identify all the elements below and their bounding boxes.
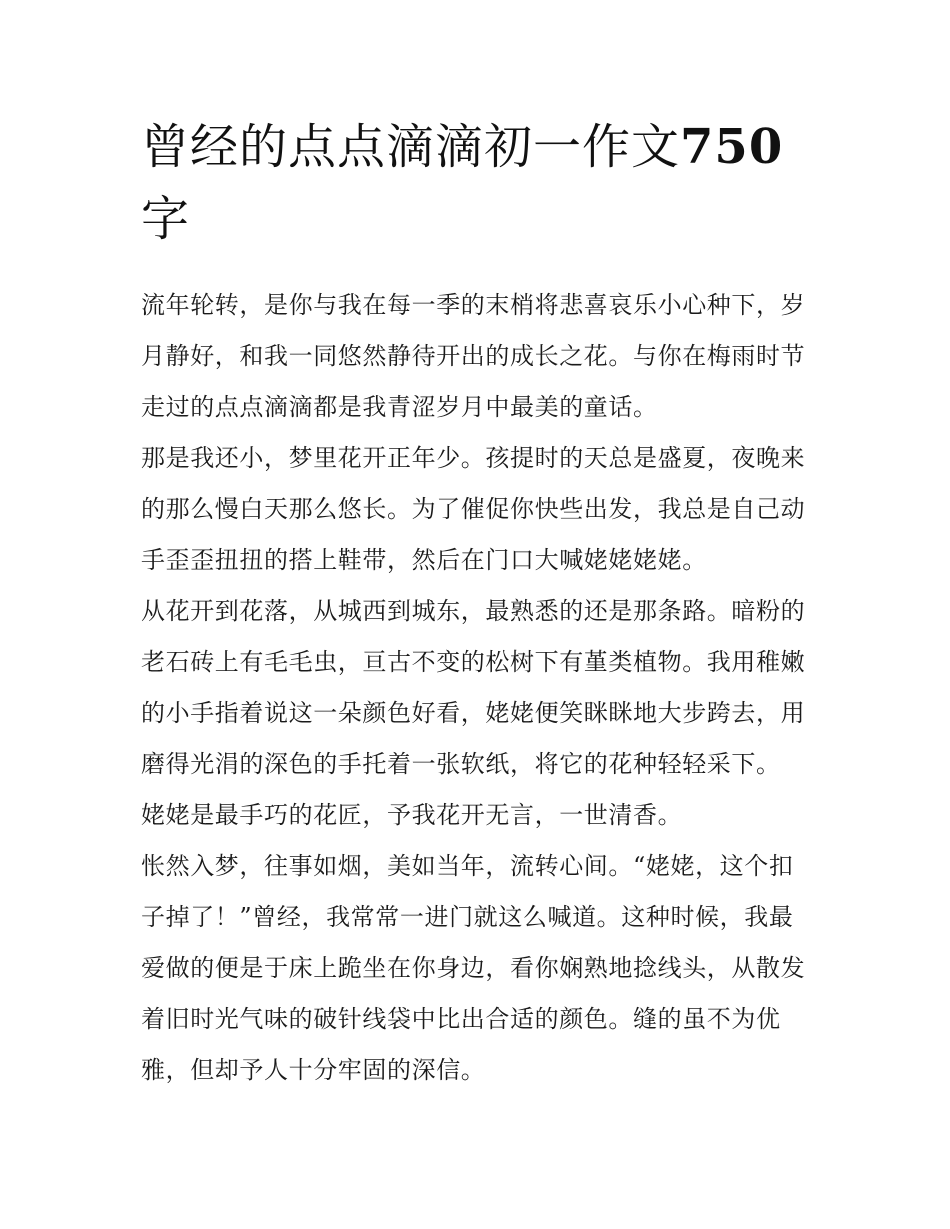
document-body (141, 280, 816, 1096)
paragraph-1: 流年轮转，是你与我在每一季的末梢将悲喜哀乐小心种下，岁月静好，和我一同悠然静待开出的成长之花。与你在梅雨时节走过的点点滴滴都是我青涩岁月中最美的童话。 (141, 291, 806, 421)
title-suffix: 字 (141, 191, 191, 247)
document-title (141, 111, 821, 255)
paragraph-2: 那是我还小，梦里花开正年少。孩提时的天总是盛夏，夜晚来的那么慢白天那么悠长。为了催促你快些出发，我总是自己动手歪歪扭扭的搭上鞋带，然后在门口大喊姥姥姥姥。 (141, 444, 806, 574)
title-text: 曾经的点点滴滴初一作文 (141, 119, 681, 175)
paragraph-3: 从花开到花落，从城西到城东，最熟悉的还是那条路。暗粉的老石砖上有毛毛虫，亘古不变的松树下有堇类植物。我用稚嫩的小手指着说这一朵颜色好看，姥姥便笑眯眯地大步跨去，用磨得光涓的深色的手托着一张软纸，将它的花种轻轻采下。 (141, 597, 806, 778)
paragraph-5: 怅然入梦，往事如烟，美如当年，流转心间。“姥姥，这个扣子掉了！”曾经，我常常一进门就这么喊道。这种时候，我最爱做的便是于床上跪坐在你身边，看你娴熟地捻线头，从散发着旧时光气味的破针线袋中比出合适的颜色。缝的虽不为优雅，但却予人十分牢固的深信。 (141, 852, 806, 1084)
paragraph-4: 姥姥是最手巧的花匠，予我花开无言，一世清香。 (141, 801, 683, 829)
title-number: 750 (680, 119, 784, 175)
